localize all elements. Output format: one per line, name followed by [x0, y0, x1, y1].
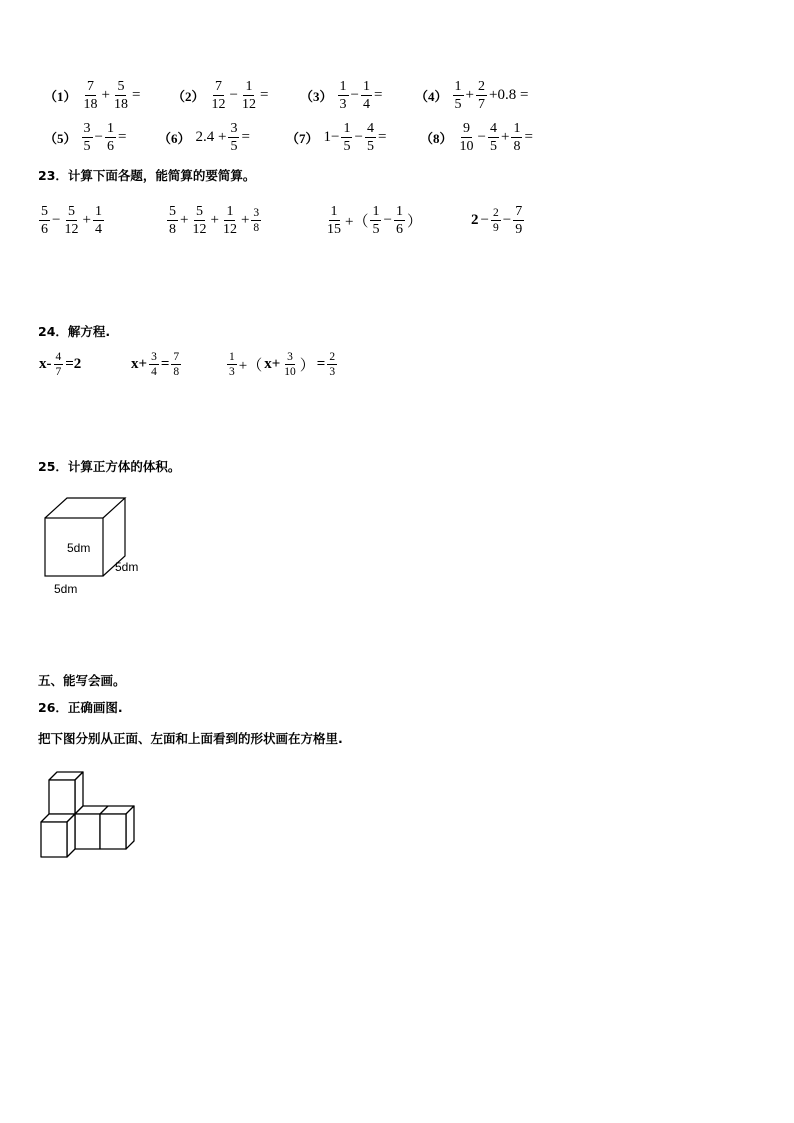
denominator: 5	[366, 139, 374, 154]
operator: −	[350, 87, 359, 103]
denominator: 4	[94, 222, 102, 237]
operator: x+	[131, 356, 148, 372]
denominator: 5	[454, 97, 462, 112]
operator: +	[101, 87, 110, 103]
numerator: 2	[329, 351, 336, 363]
fraction	[210, 78, 228, 113]
denominator: 6	[106, 139, 114, 154]
upper-cube-front	[49, 780, 75, 814]
denominator: 3	[229, 366, 235, 378]
q24-item-3	[226, 350, 338, 379]
operator: =	[259, 87, 269, 103]
operator: =	[316, 356, 326, 372]
fraction	[365, 120, 376, 155]
denominator: 3	[329, 366, 336, 378]
operator: +0.8 =	[488, 87, 529, 103]
numerator: 1	[454, 79, 462, 94]
fraction	[338, 78, 349, 113]
numerator: 1	[513, 121, 521, 136]
denominator: 6	[41, 222, 48, 237]
cube-stack-figure	[36, 766, 140, 864]
fraction	[228, 120, 239, 155]
numerator: 7	[87, 79, 95, 94]
operator: =	[117, 129, 127, 145]
denominator: 5	[83, 139, 91, 154]
numerator: 7	[173, 351, 180, 363]
numerator: 1	[372, 204, 380, 219]
denominator: 8	[173, 366, 180, 378]
operator: +	[465, 87, 474, 103]
fraction	[190, 203, 208, 238]
denominator: 4	[362, 97, 370, 112]
fraction	[171, 350, 181, 379]
bottom-cube-2	[75, 814, 100, 849]
q22-item-4	[415, 78, 529, 113]
section5-title: 五、能写会画。	[38, 673, 126, 688]
fraction	[112, 78, 130, 113]
denominator: 12	[64, 222, 79, 237]
denominator: 7	[55, 366, 62, 378]
item-label: （3）	[300, 89, 333, 104]
denominator: 5	[343, 139, 351, 154]
front-cube-side	[67, 814, 75, 857]
denominator: 8	[253, 222, 260, 234]
fraction	[282, 350, 298, 379]
operator: −	[229, 87, 238, 103]
q22-item-7	[286, 120, 387, 155]
numerator: 1	[343, 121, 351, 136]
denominator: 15	[327, 222, 341, 237]
fraction	[251, 206, 261, 235]
operator: 2	[471, 212, 479, 228]
item-label: （1）	[44, 89, 77, 104]
fraction	[82, 120, 93, 155]
operator: −	[94, 129, 103, 145]
numerator: 4	[489, 121, 497, 136]
fraction	[327, 350, 337, 379]
numerator: 4	[366, 121, 374, 136]
denominator: 8	[169, 222, 176, 237]
denominator: 18	[113, 97, 128, 112]
operator: +	[500, 129, 510, 145]
numerator: 4	[55, 351, 62, 363]
operator: 1−	[323, 129, 340, 145]
fraction	[39, 203, 50, 238]
fraction	[513, 203, 524, 238]
numerator: 1	[226, 204, 234, 219]
q24-item-2	[130, 350, 182, 379]
numerator: 1	[395, 204, 403, 219]
numerator: 1	[229, 351, 235, 363]
q22-item-3	[300, 78, 383, 113]
denominator: 5	[489, 139, 497, 154]
numerator: 2	[492, 207, 499, 219]
cube-bottom-label: 5dm	[54, 582, 78, 596]
q24-title: 24．解方程.	[38, 324, 111, 339]
denominator: 10	[284, 366, 296, 378]
fraction	[93, 203, 104, 238]
denominator: 9	[515, 222, 523, 237]
operator: −	[502, 212, 512, 228]
fraction	[511, 120, 522, 155]
numerator: 1	[330, 204, 338, 219]
numerator: 2	[477, 79, 485, 94]
numerator: 1	[106, 121, 114, 136]
fraction	[341, 120, 352, 155]
numerator: 1	[245, 79, 253, 94]
operator: 2.4 +	[195, 129, 227, 145]
denominator: 12	[222, 222, 237, 237]
fraction	[488, 120, 499, 155]
fraction	[361, 78, 372, 113]
numerator: 7	[215, 79, 223, 94]
operator: +	[210, 212, 219, 228]
q23-title: 23．计算下面各题，能简算的要简算。	[38, 168, 256, 183]
operator: +	[240, 212, 250, 228]
fraction	[54, 350, 64, 379]
operator: ）	[406, 214, 422, 230]
numerator: 9	[463, 121, 471, 136]
item-label: （8）	[420, 131, 453, 146]
numerator: 3	[151, 351, 157, 363]
operator: +（	[345, 214, 369, 230]
item-label: （6）	[158, 131, 191, 146]
bottom-row-side	[126, 806, 134, 849]
bottom-cube-3	[100, 814, 126, 849]
numerator: 3	[230, 121, 238, 136]
denominator: 10	[459, 139, 474, 154]
item-label: （7）	[286, 131, 319, 146]
q22-item-2	[172, 78, 269, 113]
operator: =	[131, 87, 141, 103]
q23-item-3	[324, 203, 423, 238]
item-label: （5）	[44, 131, 77, 146]
denominator: 5	[372, 222, 380, 237]
q22-item-5	[44, 120, 127, 155]
q26-instruction: 把下图分别从正面、左面和上面看到的形状画在方格里.	[38, 731, 343, 746]
operator: +	[82, 212, 91, 228]
operator: x-	[39, 356, 52, 372]
denominator: 18	[83, 97, 98, 112]
numerator: 5	[41, 204, 48, 219]
operator: ）	[299, 358, 315, 374]
cube-front-label: 5dm	[67, 541, 91, 555]
fraction	[453, 78, 464, 113]
q23-item-2	[166, 203, 262, 238]
q25-title: 25．计算正方体的体积。	[38, 459, 181, 474]
operator: x+	[264, 356, 281, 372]
fraction	[105, 120, 116, 155]
numerator: 3	[83, 121, 91, 136]
denominator: 8	[513, 139, 521, 154]
operator: −	[477, 129, 486, 145]
fraction	[491, 206, 501, 235]
numerator: 5	[195, 204, 203, 219]
operator: −	[383, 212, 392, 228]
operator: −	[52, 212, 61, 228]
numerator: 3	[287, 351, 293, 363]
numerator: 7	[515, 204, 523, 219]
denominator: 9	[492, 222, 499, 234]
denominator: 7	[477, 97, 485, 112]
numerator: 5	[117, 79, 125, 94]
cube-side-label: 5dm	[115, 560, 139, 574]
q24-item-1	[38, 350, 82, 379]
front-cube-front	[41, 822, 67, 857]
denominator: 5	[230, 139, 238, 154]
operator: =	[524, 129, 533, 145]
q23-item-1	[38, 203, 105, 238]
q23-item-4	[470, 203, 525, 238]
fraction	[240, 78, 258, 113]
q22-item-6	[158, 120, 251, 155]
numerator: 1	[94, 204, 102, 219]
fraction	[370, 203, 381, 238]
q26-title: 26．正确画图.	[38, 700, 123, 715]
denominator: 6	[395, 222, 403, 237]
fraction	[82, 78, 100, 113]
denominator: 12	[192, 222, 207, 237]
numerator: 3	[253, 207, 260, 219]
fraction	[476, 78, 487, 113]
numerator: 5	[169, 204, 176, 219]
operator: +	[180, 212, 189, 228]
denominator: 12	[241, 97, 256, 112]
operator: =2	[65, 356, 82, 372]
operator: +（	[238, 358, 263, 374]
fraction	[227, 350, 237, 379]
operator: =	[373, 87, 383, 103]
denominator: 3	[339, 97, 347, 112]
numerator: 1	[339, 79, 347, 94]
fraction	[167, 203, 178, 238]
operator: −	[480, 212, 489, 228]
fraction	[325, 203, 343, 238]
numerator: 5	[67, 204, 75, 219]
q22-item-8	[420, 120, 534, 155]
operator: =	[241, 129, 250, 145]
denominator: 4	[151, 366, 157, 378]
operator: =	[160, 356, 170, 372]
item-label: （4）	[415, 89, 448, 104]
fraction	[394, 203, 405, 238]
denominator: 12	[211, 97, 226, 112]
cube-top-face	[45, 498, 125, 518]
operator: =	[377, 129, 387, 145]
fraction	[458, 120, 476, 155]
item-label: （2）	[172, 89, 205, 104]
fraction	[62, 203, 80, 238]
numerator: 1	[362, 79, 370, 94]
fraction	[221, 203, 239, 238]
operator: −	[354, 129, 363, 145]
q22-item-1	[44, 78, 141, 113]
fraction	[149, 350, 159, 379]
